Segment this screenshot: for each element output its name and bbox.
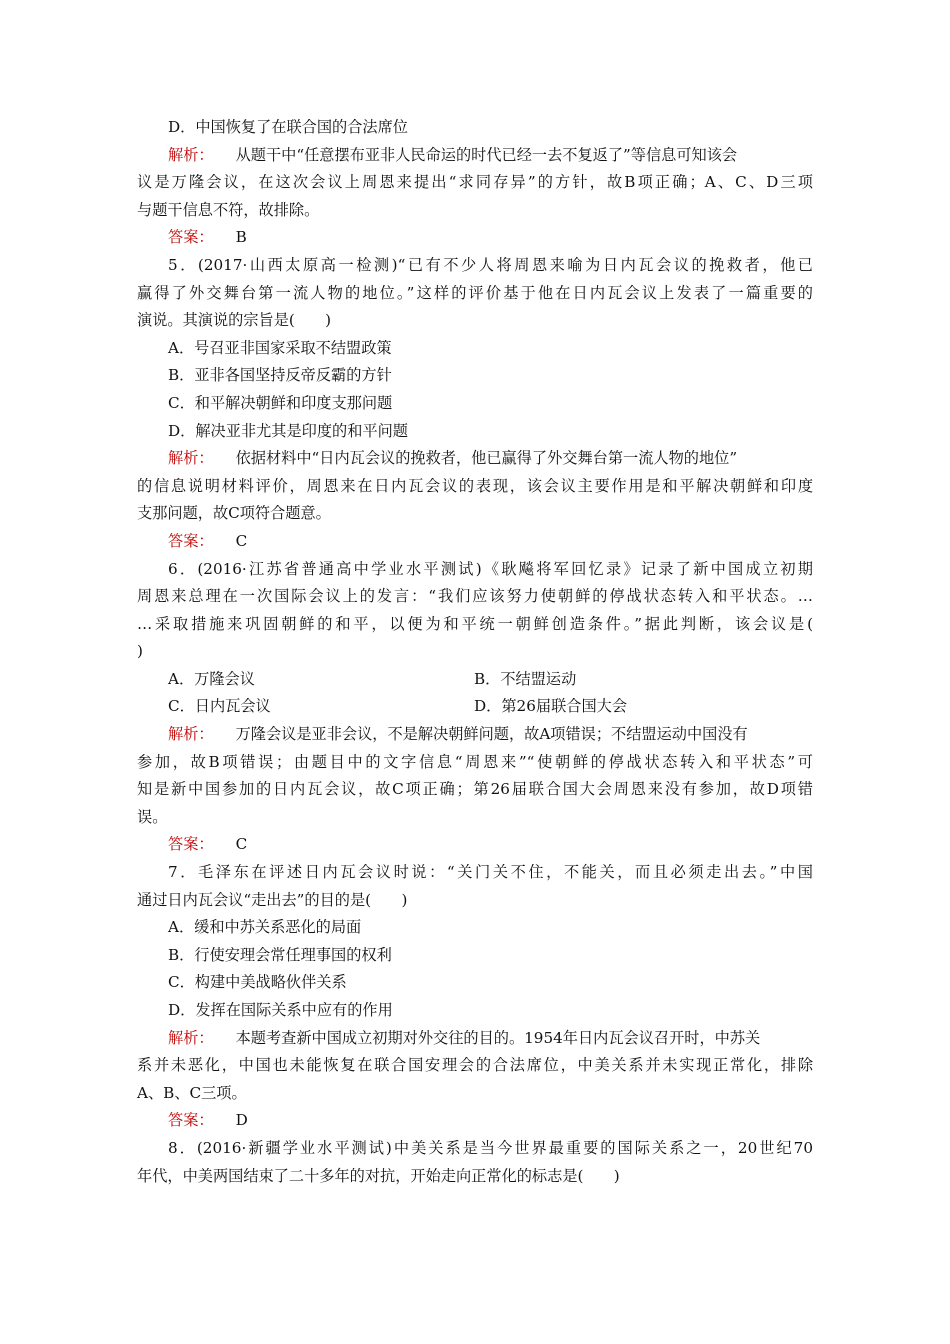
- question-line: 年代，中美两国结束了二十多年的对抗，开始走向正常化的标志是( ): [137, 1166, 620, 1185]
- option-right: D．第26届联合国大会: [474, 697, 628, 716]
- answer-value: C: [235, 531, 248, 550]
- analysis-text: 万隆会议是亚非会议，不是解决朝鲜问题，故A项错误；不结盟运动中国没有: [235, 725, 748, 744]
- analysis-line: 误。: [137, 807, 168, 826]
- question-line: 周恩来总理在一次国际会议上的发言：“我们应该努力使朝鲜的停战状态转入和平状态。…: [137, 587, 813, 606]
- option-line: B．亚非各国坚持反帝反霸的方针: [168, 366, 392, 385]
- option-left: A．万隆会议: [168, 669, 255, 688]
- option-row: [137, 693, 813, 721]
- option-line: D．发挥在国际关系中应有的作用: [168, 1001, 393, 1019]
- answer-line: [137, 224, 813, 252]
- option-line: A．号召亚非国家采取不结盟政策: [168, 338, 392, 357]
- analysis-line: [137, 445, 813, 473]
- answer-label: 答案：: [168, 1111, 214, 1130]
- question-line: 通过日内瓦会议“走出去”的目的是( ): [137, 890, 408, 909]
- analysis-label: 解析：: [168, 449, 214, 468]
- analysis-line: A、B、C三项。: [137, 1083, 247, 1102]
- analysis-label: 解析：: [168, 1028, 214, 1047]
- analysis-label: 解析：: [168, 725, 214, 744]
- answer-value: C: [235, 835, 248, 854]
- question-line: 演说。其演说的宗旨是( ): [137, 311, 332, 330]
- answer-line: [137, 1107, 813, 1135]
- answer-label: 答案：: [168, 228, 214, 247]
- analysis-line: 议是万隆会议，在这次会议上周恩来提出“求同存异”的方针，故B项正确；A、C、D三项: [137, 173, 813, 192]
- document-page: [137, 114, 813, 1190]
- analysis-line: [137, 1025, 813, 1053]
- option-line: D．解决亚非尤其是印度的和平问题: [168, 421, 408, 440]
- analysis-label: 解析：: [168, 145, 214, 164]
- answer-line: [137, 528, 813, 556]
- analysis-line: 支那问题，故C项符合题意。: [137, 504, 331, 523]
- option-line: C．构建中美战略伙伴关系: [168, 973, 347, 992]
- answer-value: B: [235, 228, 247, 247]
- answer-value: D: [235, 1111, 248, 1130]
- answer-label: 答案：: [168, 531, 214, 550]
- analysis-line: 知是新中国参加的日内瓦会议，故C项正确；第26届联合国大会周恩来没有参加，故D项错: [137, 780, 813, 799]
- analysis-text: 依据材料中“日内瓦会议的挽救者，他已赢得了外交舞台第一流人物的地位”: [235, 449, 738, 468]
- analysis-text: 本题考查新中国成立初期对外交往的目的。1954年日内瓦会议召开时，中苏关: [235, 1028, 761, 1047]
- option-right: B．不结盟运动: [474, 669, 577, 688]
- analysis-line: 的信息说明材料评价，周恩来在日内瓦会议的表现，该会议主要作用是和平解决朝鲜和印度: [137, 476, 813, 495]
- option-row: [137, 666, 813, 694]
- analysis-line: [137, 142, 813, 170]
- question-line: 7．毛泽东在评述日内瓦会议时说：“关门关不住，不能关，而且必须走出去。”中国: [168, 863, 813, 882]
- question-line: ): [137, 642, 143, 661]
- option-left: C．日内瓦会议: [168, 697, 271, 716]
- analysis-line: 系并未恶化，中国也未能恢复在联合国安理会的合法席位，中美关系并未实现正常化，排除: [137, 1056, 813, 1075]
- analysis-line: 与题干信息不符，故排除。: [137, 200, 320, 219]
- option-line: A．缓和中苏关系恶化的局面: [168, 918, 362, 937]
- option-line: B．行使安理会常任理事国的权利: [168, 945, 392, 964]
- option-line: D．中国恢复了在联合国的合法席位: [168, 118, 408, 136]
- analysis-text: 从题干中“任意摆布亚非人民命运的时代已经一去不复返了”等信息可知该会: [235, 145, 738, 164]
- question-line: 5．(2017·山西太原高一检测)“已有不少人将周恩来喻为日内瓦会议的挽救者，他已: [168, 255, 813, 274]
- option-line: C．和平解决朝鲜和印度支那问题: [168, 393, 393, 412]
- question-line: 6．(2016·江苏省普通高中学业水平测试)《耿飚将军回忆录》记录了新中国成立初期: [168, 559, 813, 578]
- question-line: …采取措施来巩固朝鲜的和平，以便为和平统一朝鲜创造条件。”据此判断，该会议是(: [137, 614, 813, 633]
- analysis-line: 参加，故B项错误；由题目中的文字信息“周恩来”“使朝鲜的停战状态转入和平状态”可: [137, 752, 813, 771]
- answer-line: [137, 831, 813, 859]
- analysis-line: [137, 721, 813, 749]
- answer-label: 答案：: [168, 835, 214, 854]
- question-line: 赢得了外交舞台第一流人物的地位。”这样的评价基于他在日内瓦会议上发表了一篇重要的: [137, 283, 813, 302]
- question-line: 8．(2016·新疆学业水平测试)中美关系是当今世界最重要的国际关系之一，20世纪70: [168, 1138, 813, 1157]
